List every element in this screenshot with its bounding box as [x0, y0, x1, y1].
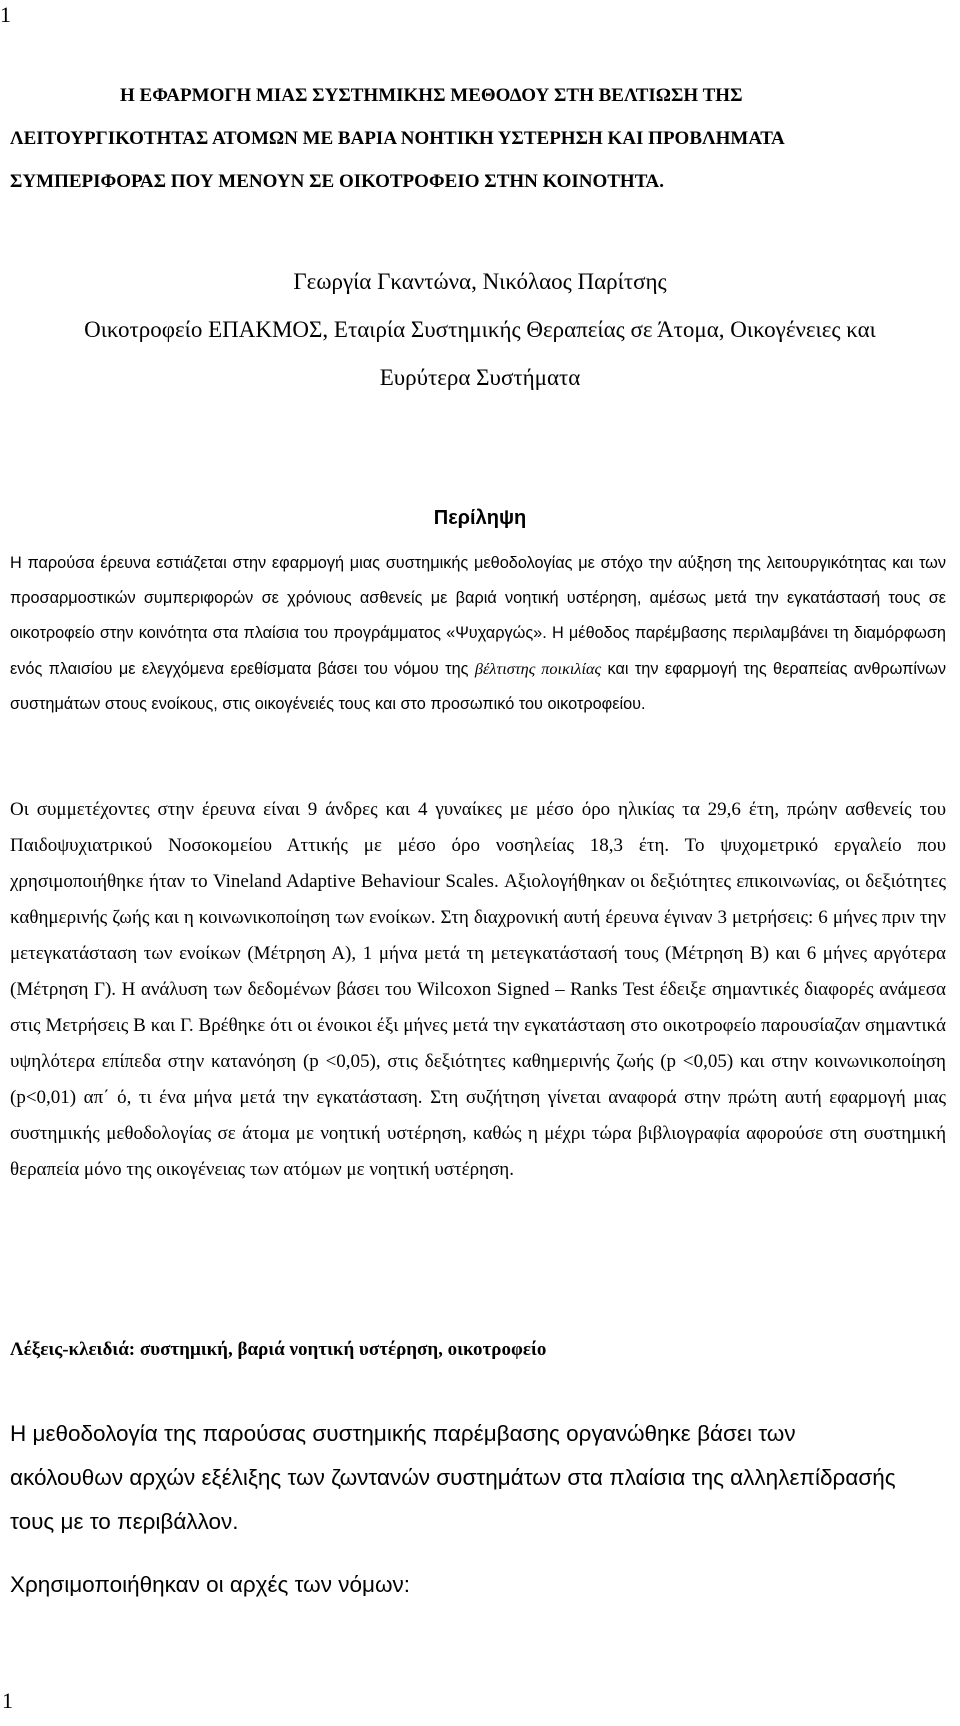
abstract-body-paragraph: Οι συμμετέχοντες στην έρευνα είναι 9 άνδρες και 4 γυναίκες με μέσο όρο ηλικίας τα 29,6 έτη, πρώην ασθενείς του Παιδοψυχιατρικού Νοσοκομείου Αττικής με μέσο όρο νοσηλείας 18,3 έτη. Το ψυχομετρικό εργαλείο που χρησιμοποιήθηκε ήταν το Vineland Adaptive Behaviour Scales. Αξιολογήθηκαν οι δεξιότητες επικοινωνίας, οι δεξιότητες καθημερινής ζωής και η κοινωνικοποίηση των ενοίκων. Στη διαχρονική αυτή έρευνα έγιναν 3 μετρήσεις: 6 μήνες πριν την μετεγκατάσταση των ενοίκων (Μέτρηση Α), 1 μήνα μετά τη μετεγκατάστασή τους (Μέτρηση Β) και 6 μήνες αργότερα (Μέτρηση Γ). Η ανάλυση των δεδομένων βάσει του Wilcoxon Signed – Ranks Test έδειξε σημαντικές διαφορές ανάμεσα στις Μετρήσεις Β και Γ. Βρέθηκε ότι οι ένοικοι έξι μήνες μετά την εγκατάσταση στο οικοτροφείο παρουσίαζαν σημαντικά υψηλότερα επίπεδα στην κατανόηση (p <0,05), στις δεξιότητες καθημερινής ζωής (p <0,05) και στην κοινωνικοποίηση (p<0,01) απ΄ ό, τι ένα μήνα μετά την εγκατάσταση. Στη συζήτηση γίνεται αναφορά στην πρώτη αυτή εφαρμογή μιας συστημικής μεθοδολογίας σε άτομα με νοητική υστέρηση, καθώς η μέχρι τώρα βιβλιογραφία αφορούσε στη συστημική θεραπεία μόνο της οικογένειας των ατόμων με νοητική υστέρηση.	[10, 799, 946, 1180]
page-number-top: 1	[0, 2, 11, 27]
keywords: Λέξεις-κλειδιά: συστημική, βαριά νοητική υστέρηση, οικοτροφείο	[10, 1339, 547, 1360]
page-number-bottom: 1	[2, 1688, 13, 1713]
affiliation-line-1: Οικοτροφείο ΕΠΑΚΜΟΣ, Εταιρία Συστημικής Θεραπείας σε Άτομα, Οικογένειες και	[84, 317, 876, 342]
intro-paragraph: Η μεθοδολογία της παρούσας συστημικής παρέμβασης οργανώθηκε βάσει των ακόλουθων αρχών εξέλιξης των ζωντανών συστημάτων στα πλαίσια της αλληλεπίδρασής τους με το περιβάλλον.	[10, 1421, 896, 1534]
author-block	[0, 262, 960, 406]
abstract-heading: Περίληψη	[433, 507, 527, 529]
title-line-2: ΛΕΙΤΟΥΡΓΙΚΟΤΗΤΑΣ ΑΤΟΜΩΝ ΜΕ ΒΑΡΙΑ ΝΟΗΤΙΚΗ ΥΣΤΕΡΗΣΗ ΚΑΙ ΠΡΟΒΛΗΜΑΤΑ	[10, 128, 785, 149]
intro-last-line: Χρησιμοποιήθηκαν οι αρχές των νόμων:	[10, 1572, 411, 1597]
affiliation-line-2: Ευρύτερα Συστήματα	[379, 365, 581, 390]
title-line-1: Η ΕΦΑΡΜΟΓΗ ΜΙΑΣ ΣΥΣΤΗΜΙΚΗΣ ΜΕΘΟΔΟΥ ΣΤΗ ΒΕΛΤΙΩΣΗ ΤΗΣ	[120, 85, 743, 106]
abstract-paragraph	[10, 546, 946, 722]
abstract-text-part-2: και την εφαρμογή της θεραπείας ανθρωπίνων συστημάτων στους ενοίκους, στις οικογένειές τους και στο προσωπικό του οικοτροφείου.	[10, 660, 946, 713]
paper-title	[0, 74, 960, 203]
author-names: Γεωργία Γκαντώνα, Νικόλαος Παρίτσης	[293, 269, 667, 294]
abstract-text-part-1: Η παρούσα έρευνα εστιάζεται στην εφαρμογή μιας συστημικής μεθοδολογίας με στόχο την αύξηση της λειτουργικότητας και των προσαρμοστικών συμπεριφορών σε χρόνιους ασθενείς με βαριά νοητική υστέρηση, αμέσως μετά την εγκατάστασή τους σε οικοτροφείο στην κοινότητα στα πλαίσια του προγράμματος «Ψυχαργώς». Η μέθοδος παρέμβασης περιλαμβάνει τη διαμόρφωση ενός πλαισίου με ελεγχόμενα ερεθίσματα βάσει του νόμου της	[10, 554, 946, 678]
title-line-3: ΣΥΜΠΕΡΙΦΟΡΑΣ ΠΟΥ ΜΕΝΟΥΝ ΣΕ ΟΙΚΟΤΡΟΦΕΙΟ ΣΤΗΝ ΚΟΙΝΟΤΗΤΑ.	[10, 171, 665, 192]
abstract-emphasis: βέλτιστης ποικιλίας	[474, 659, 602, 678]
